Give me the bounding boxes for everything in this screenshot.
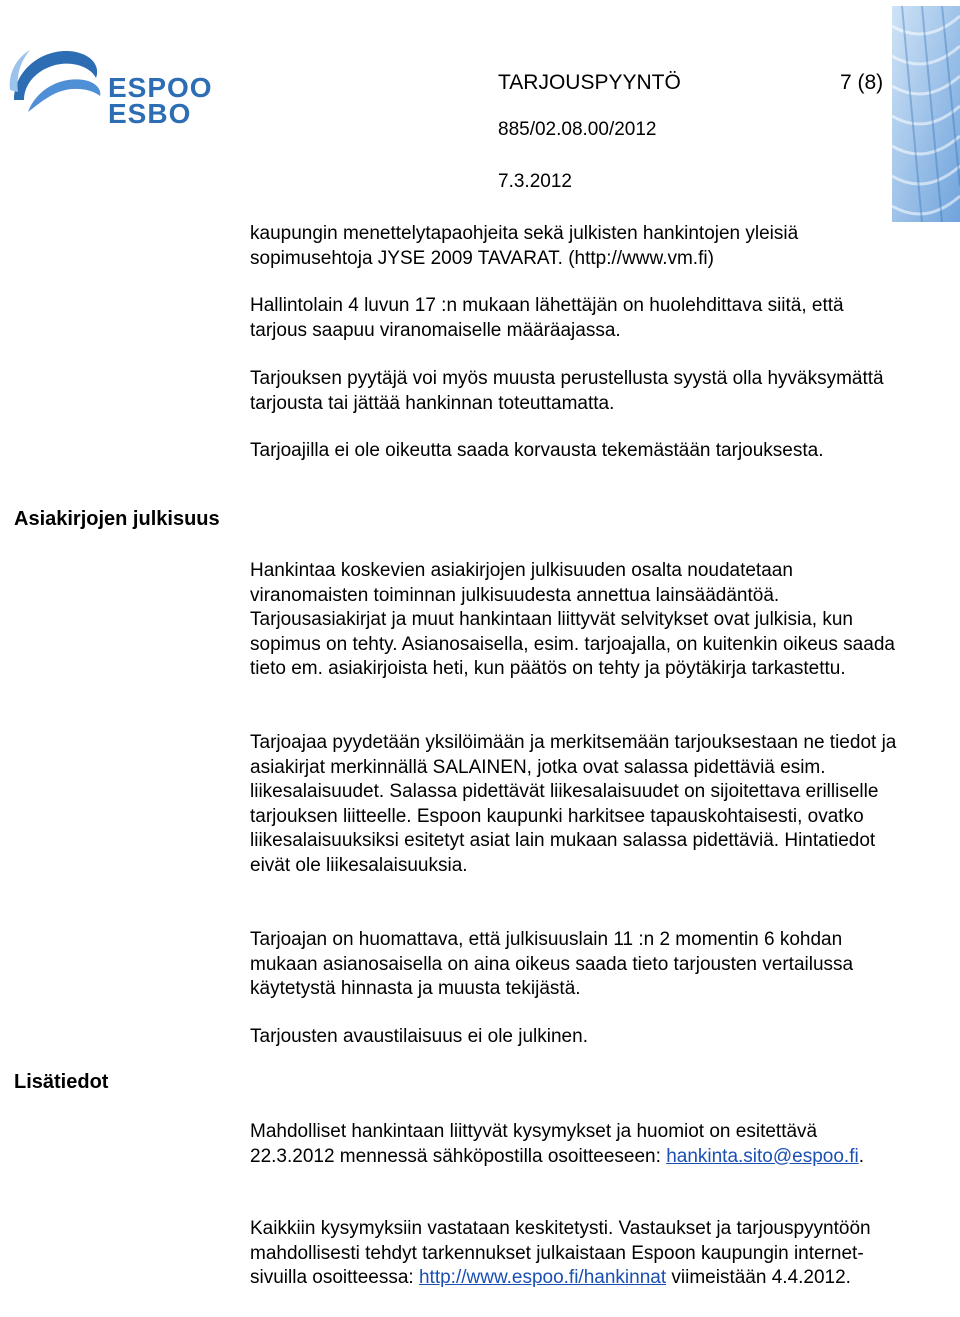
document-title: TARJOUSPYYNTÖ — [498, 71, 681, 94]
questions-text: Mahdolliset hankintaan liittyvät kysymykset ja huomiot on esitettävä 22.3.2012 mennessä sähköpostilla osoitteeseen: — [250, 1121, 818, 1167]
paragraph-delivery-responsibility: Hallintolain 4 luvun 17 :n mukaan lähettäjän on huolehdittava siitä, että tarjous saapuu viranomaiselle määräajassa. — [250, 295, 844, 341]
paragraph-confidential-info: Tarjoajaa pyydetään yksilöimään ja merkitsemään tarjouksestaan ne tiedot ja asiakirjat merkinnällä SALAINEN, jotka ovat salassa pidettäviä esim. liikesalaisuudet. Salassa pidettävät liikesalaisuudet on sijoitettava erilliselle tarjouksen liitteelle. Espoon kaupunki harkitsee tapauskohtaisesti, ovatko liikesalaisuuksiksi esitetyt asiat lain mukaan salassa pidettäviä. Hintatiedot eivät ole liikesalaisuuksia. — [250, 732, 897, 876]
page-number: 7 (8) — [840, 71, 884, 94]
paragraph-document-publicity: Hankintaa koskevien asiakirjojen julkisuuden osalta noudatetaan viranomaisten toiminnan julkisuudesta annettua lainsäädäntöä. Tarjousasiakirjat ja muut hankintaan liittyvät selvitykset ovat julkisia, kun sopimus on tehty. Asianosaisella, esim. tarjoajalla, on kuitenkin oikeus saada tieto em. asiakirjoista heti, kun päätös on tehty ja pöytäkirja tarkastettu. — [250, 560, 895, 679]
answers-text: Kaikkiin kysymyksiin vastataan keskitetysti. Vastaukset ja tarjouspyyntöön mahdollisesti tehdyt tarkennukset julkaistaan Espoon kaupungin internet-sivuilla osoitteessa: — [250, 1218, 871, 1288]
espoo-logo — [6, 38, 213, 129]
paragraph-answers — [250, 1217, 900, 1291]
procurement-email-link[interactable]: hankinta.sito@espoo.fi — [666, 1145, 859, 1167]
answers-end: viimeistään 4.4.2012. — [666, 1267, 851, 1288]
logo-line-espoo: ESPOO — [108, 72, 213, 103]
procurement-website-link[interactable]: http://www.espoo.fi/hankinnat — [418, 1267, 667, 1288]
espoo-swirl-icon — [6, 38, 106, 124]
reference-number: 885/02.08.00/2012 — [498, 119, 657, 140]
document-date: 7.3.2012 — [498, 171, 572, 192]
heading-additional-info: Lisätiedot — [14, 1071, 109, 1093]
paragraph-procurement-terms: kaupungin menettelytapaohjeita sekä julkisten hankintojen yleisiä sopimusehtoja JYSE 2009 TAVARAT. (http://www.vm.fi) — [250, 223, 799, 269]
questions-end: . — [858, 1145, 864, 1167]
paragraph-questions — [250, 1120, 900, 1169]
heading-public-documents: Asiakirjojen julkisuus — [14, 508, 220, 530]
decorative-corner-graphic — [892, 6, 960, 222]
paragraph-rejection-right: Tarjouksen pyytäjä voi myös muusta perustellusta syystä olla hyväksymättä tarjousta tai jättää hankinnan toteuttamatta. — [250, 368, 884, 414]
paragraph-publicity-law: Tarjoajan on huomattava, että julkisuuslain 11 :n 2 momentin 6 kohdan mukaan asianosaisella on aina oikeus saada tieto tarjousten vertailussa käytetystä hinnasta ja muusta tekijästä. — [250, 929, 854, 999]
paragraph-no-compensation: Tarjoajilla ei ole oikeutta saada korvausta tekemästään tarjouksesta. — [250, 440, 824, 461]
paragraph-opening-not-public: Tarjousten avaustilaisuus ei ole julkinen. — [250, 1026, 588, 1047]
logo-line-esbo: ESBO — [108, 98, 192, 129]
